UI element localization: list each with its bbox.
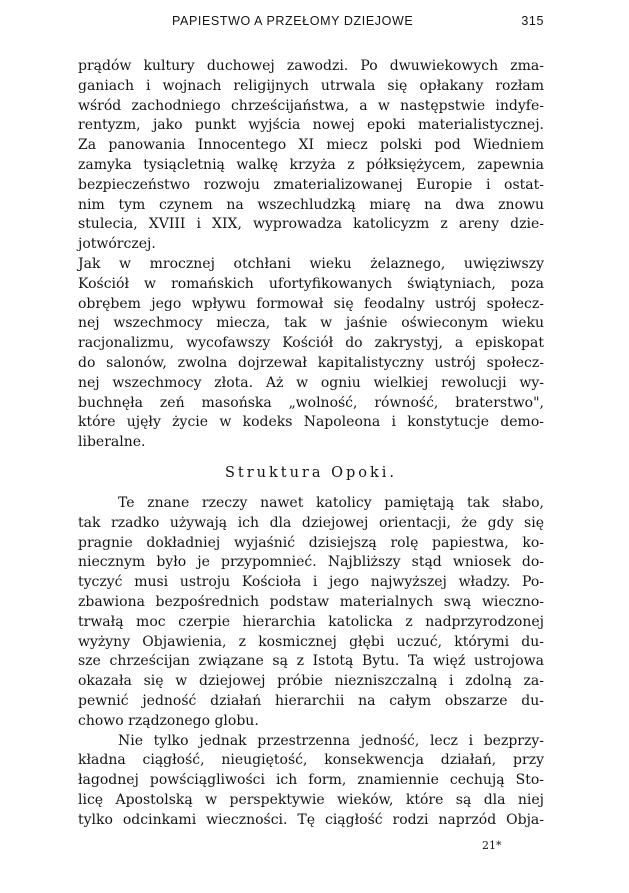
text-line: nim tym czynem na wszechludzką miarę na dwa znowu bbox=[78, 196, 544, 213]
text-line: sze chrześcijan związane są z Istotą Bytu. Ta więź ustrojowa bbox=[78, 653, 544, 670]
paragraph-1 bbox=[78, 57, 544, 255]
text-line: tyczyć musi ustroju Kościoła i jego najwyższej władzy. Po- bbox=[78, 574, 544, 591]
body-text bbox=[78, 57, 544, 830]
text-line: Kościół w romańskich ufortyfikowanych świątyniach, poza bbox=[78, 275, 544, 292]
text-line: łagodnej powściągliwości ich form, znamiennie cechują Sto- bbox=[78, 772, 544, 789]
text-line: obrębem jego wpływu formował się feodalny ustrój społecz- bbox=[78, 295, 544, 312]
running-header bbox=[172, 14, 544, 34]
text-line: do salonów, zwolna dojrzewał kapitalistyczny ustrój społecz- bbox=[78, 354, 544, 371]
paragraph-3 bbox=[78, 494, 544, 732]
text-line: Za panowania Innocentego XI miecz polski pod Wiedniem bbox=[78, 137, 544, 154]
text-line: ganiach i wojnach religijnych utrwala się opłakany rozłam bbox=[78, 77, 544, 94]
text-line: racjonalizmu, wycofawszy Kościół do zakrystyj, a episkopat bbox=[78, 335, 544, 352]
signature-mark: 21* bbox=[482, 839, 502, 852]
text-line: prądów kultury duchowej zawodzi. Po dwuwiekowych zma- bbox=[78, 58, 544, 74]
section-heading: Struktura Opoki. bbox=[224, 464, 398, 481]
text-line: chowo rządzonego globu. bbox=[78, 712, 259, 729]
text-line: wyżyny Objawienia, z kosmicznej głębi uczuć, którymi du- bbox=[78, 633, 544, 650]
text-line: pewnić jedność działań hierarchii na całym obszarze du- bbox=[78, 692, 544, 709]
text-line: nej wszechmocy miecza, tak w jaśnie oświeconym wieku bbox=[78, 315, 544, 332]
text-line: które ujęły życie w kodeks Napoleona i konstytucje demo- bbox=[78, 414, 544, 431]
text-line: Jak w mrocznej otchłani wieku żelaznego, uwięziwszy bbox=[78, 255, 544, 272]
paragraph-4 bbox=[78, 732, 544, 831]
text-line: licę Apostolską w perspektywie wieków, które są dla niej bbox=[78, 791, 544, 808]
text-line: zamyka tysiącletnią walkę krzyża z półksiężycem, zapewnia bbox=[78, 156, 544, 173]
text-line: nej wszechmocy złota. Aż w ogniu wielkiej rewolucji wy- bbox=[78, 374, 544, 391]
paragraph-2 bbox=[78, 255, 544, 453]
text-line: jotwórczej. bbox=[78, 236, 156, 253]
text-line: buchnęła zeń masońska „wolność, równość, braterstwo", bbox=[78, 394, 544, 411]
text-line: wśród zachodniego chrześcijaństwa, a w następstwie indyfe- bbox=[78, 97, 544, 114]
text-line: niecznym było je przypomnieć. Najbliższy stąd wniosek do- bbox=[78, 554, 544, 571]
text-line: Te znane rzeczy nawet katolicy pamiętają tak słabo, bbox=[118, 494, 544, 511]
running-title: PAPIESTWO A PRZEŁOMY DZIEJOWE bbox=[172, 14, 414, 28]
text-line: tak rzadko używają ich dla dziejowej orientacji, że gdy się bbox=[78, 514, 544, 531]
text-line: tylko odcinkami wieczności. Tę ciągłość rodzi naprzód Obja- bbox=[78, 811, 544, 828]
text-line: liberalne. bbox=[78, 434, 146, 451]
text-line: stulecia, XVIII i XIX, wyprowadza katolicyzm z areny dzie- bbox=[78, 216, 544, 233]
page-number: 315 bbox=[521, 14, 544, 28]
text-line: rentyzm, jako punkt wyjścia nowej epoki materialistycznej. bbox=[78, 117, 544, 134]
text-line: bezpieczeństwo rozwoju zmaterializowanej Europie i ostat- bbox=[78, 176, 544, 193]
text-line: pragnie dokładniej wyjaśnić dzisiejszą rolę papiestwa, ko- bbox=[78, 534, 544, 551]
text-line: Nie tylko jednak przestrzenna jedność, lecz i bezprzy- bbox=[118, 732, 544, 749]
text-line: trwałą moc czerpie hierarchia katolicka z nadprzyrodzonej bbox=[78, 613, 544, 630]
text-line: okazała się w dziejowej próbie niezniszczalną i zdolną za- bbox=[78, 673, 544, 690]
text-line: kładna ciągłość, nieugiętość, konsekwencja działań, przy bbox=[78, 752, 544, 769]
text-line: zbawiona bezpośrednich podstaw materialnych swą wieczno- bbox=[78, 593, 544, 610]
